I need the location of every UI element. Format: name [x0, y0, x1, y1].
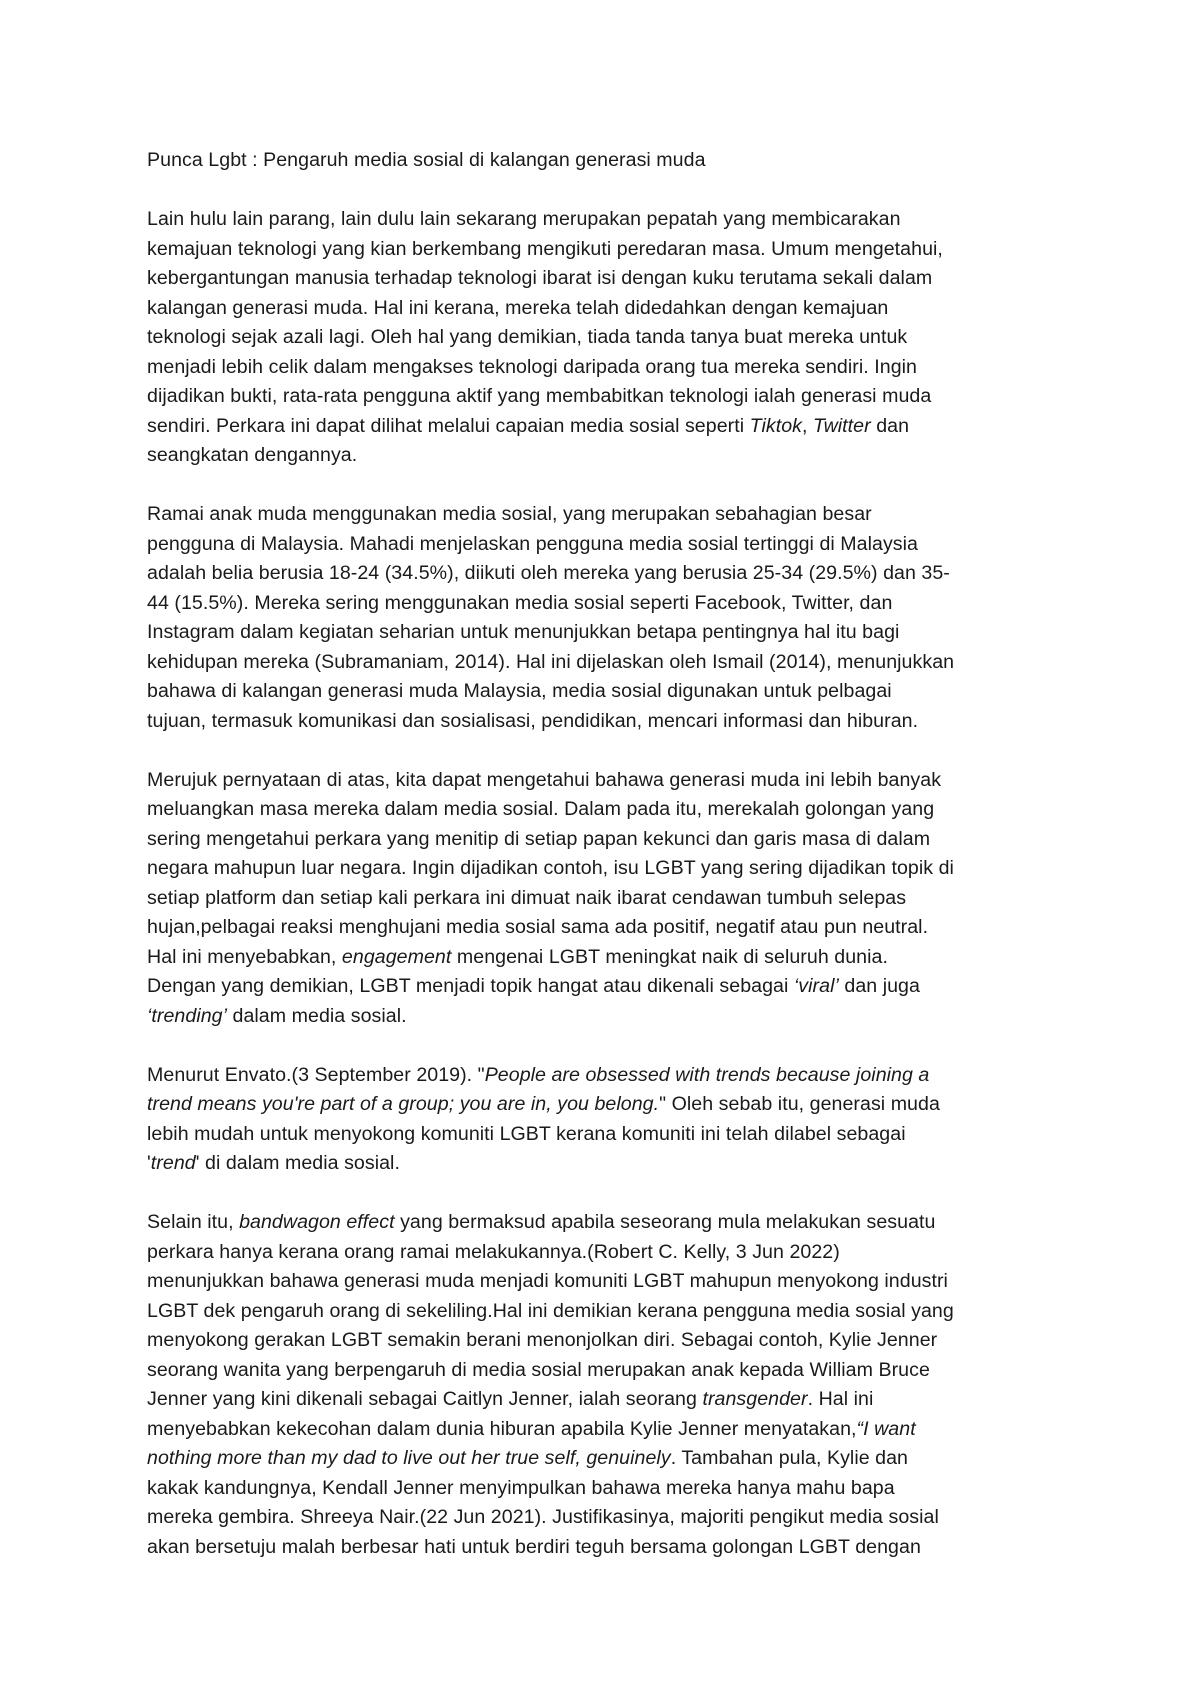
text-run: kakak kandungnya, Kendall Jenner menyimpulkan bahawa mereka hanya mahu bapa — [147, 1476, 895, 1499]
text-line — [147, 1385, 1072, 1415]
text-line — [147, 972, 1072, 1002]
text-run: negara mahupun luar negara. Ingin dijadikan contoh, isu LGBT yang sering dijadikan topik di — [147, 857, 954, 879]
text-run: Jenner yang kini dikenali sebagai Caitlyn Jenner, ialah seorang — [147, 1388, 703, 1410]
text-run: " Oleh sebab itu, generasi muda — [659, 1093, 940, 1115]
text-line — [147, 530, 1072, 560]
text-line — [147, 1061, 1072, 1091]
text-line — [147, 323, 1072, 353]
text-run: kehidupan mereka (Subramaniam, 2014). Hal ini dijelaskan oleh Ismail (2014), menunjukkan — [147, 650, 955, 673]
italic-text: ‘trending’ — [147, 1004, 228, 1027]
text-line — [147, 1444, 1072, 1474]
text-run: kemajuan teknologi yang kian berkembang mengikuti peredaran masa. Umum mengetahui, — [147, 237, 943, 260]
text-line — [147, 205, 1072, 235]
text-run: adalah belia berusia 18-24 (34.5%), diikuti oleh mereka yang berusia 25-34 (29.5%) dan 35- — [147, 562, 950, 584]
paragraph — [147, 500, 1072, 736]
text-run: kebergantungan manusia terhadap teknologi ibarat isi dengan kuku terutama sekali dalam — [147, 267, 933, 289]
italic-text: engagement — [341, 945, 452, 968]
text-run: Hal ini menyebabkan, — [147, 945, 342, 968]
text-run: mengenai LGBT meningkat naik di seluruh dunia. — [451, 945, 888, 968]
text-run: dijadikan bukti, rata-rata pengguna aktif yang membabitkan teknologi ialah generasi muda — [147, 385, 932, 407]
text-run: mereka gembira. Shreeya Nair.(22 Jun 2021). Justifikasinya, majoriti pengikut media sosial — [147, 1506, 939, 1528]
text-run: seangkatan dengannya. — [147, 444, 358, 466]
text-line — [147, 353, 1072, 383]
text-line — [147, 235, 1072, 265]
text-run: LGBT dek pengaruh orang di sekeliling.Hal ini demikian kerana pengguna media sosial yang — [147, 1299, 954, 1322]
text-line — [147, 1503, 1072, 1533]
text-run: Lain hulu lain parang, lain dulu lain sekarang merupakan pepatah yang membicarakan — [147, 208, 901, 230]
text-run: menunjukkan bahawa generasi muda menjadi komuniti LGBT mahupun menyokong industri — [147, 1270, 948, 1292]
text-line — [147, 1002, 1072, 1032]
paragraph — [147, 766, 1072, 1032]
text-run: ' di dalam media sosial. — [195, 1152, 400, 1174]
text-run: dalam media sosial. — [227, 1004, 407, 1027]
text-line — [147, 294, 1072, 324]
text-run: , — [802, 414, 814, 437]
italic-text: ‘viral’ — [793, 975, 839, 997]
text-run: lebih mudah untuk menyokong komuniti LGBT kerana komuniti ini telah dilabel sebagai — [147, 1122, 906, 1145]
text-line — [147, 766, 1072, 796]
text-line — [147, 648, 1072, 678]
text-line — [147, 1356, 1072, 1386]
text-line — [147, 913, 1072, 943]
text-run: Selain itu, — [147, 1211, 240, 1233]
paragraph-container — [147, 205, 1072, 1562]
text-line — [147, 589, 1072, 619]
text-run: setiap platform dan setiap kali perkara ini dimuat naik ibarat cendawan tumbuh selepas — [147, 886, 907, 909]
text-line — [147, 1149, 1072, 1179]
text-run: Ramai anak muda menggunakan media sosial, yang merupakan sebahagian besar — [147, 503, 872, 525]
text-run: bahawa di kalangan generasi muda Malaysia, media sosial digunakan untuk pelbagai — [147, 680, 892, 702]
text-line — [147, 1238, 1072, 1268]
text-line — [147, 1474, 1072, 1504]
text-run: dan — [870, 414, 910, 437]
text-run: meluangkan masa mereka dalam media sosial. Dalam pada itu, merekalah golongan yang — [147, 798, 935, 820]
italic-text: “I want — [856, 1417, 916, 1440]
text-line — [147, 559, 1072, 589]
italic-text: nothing more than my dad to live out her true self, genuinely — [147, 1447, 671, 1469]
text-run: . Hal ini — [807, 1388, 874, 1410]
text-line — [147, 264, 1072, 294]
text-line — [147, 884, 1072, 914]
italic-text: bandwagon effect — [239, 1211, 395, 1233]
italic-text: trend — [150, 1152, 196, 1174]
document-title: Punca Lgbt : Pengaruh media sosial di kalangan generasi muda — [147, 149, 706, 171]
text-line — [147, 1415, 1072, 1445]
italic-text: People are obsessed with trends because joining a — [484, 1063, 930, 1086]
text-line — [147, 441, 1072, 471]
document-body — [147, 146, 1072, 1592]
text-line — [147, 707, 1072, 737]
text-run: teknologi sejak azali lagi. Oleh hal yang demikian, tiada tanda tanya buat mereka untuk — [147, 326, 908, 348]
text-run: sendiri. Perkara ini dapat dilihat melalui capaian media sosial seperti — [147, 414, 750, 437]
italic-text: Tiktok — [749, 414, 803, 437]
text-line — [147, 1297, 1072, 1327]
text-run: Instagram dalam kegiatan seharian untuk menunjukkan betapa pentingnya hal itu bagi — [147, 621, 900, 643]
text-line — [147, 1090, 1072, 1120]
text-run: Merujuk pernyataan di atas, kita dapat mengetahui bahawa generasi muda ini lebih banyak — [147, 768, 942, 791]
text-run: dan juga — [838, 975, 920, 997]
text-line — [147, 825, 1072, 855]
text-run: menyebabkan kekecohan dalam dunia hiburan apabila Kylie Jenner menyatakan, — [147, 1417, 857, 1440]
text-run: 44 (15.5%). Mereka sering menggunakan media sosial seperti Facebook, Twitter, dan — [147, 591, 893, 614]
paragraph — [147, 205, 1072, 471]
text-run: menyokong gerakan LGBT semakin berani menonjolkan diri. Sebagai contoh, Kylie Jenner — [147, 1329, 938, 1351]
text-run: hujan,pelbagai reaksi menghujani media sosial sama ada positif, negatif atau pun neutral. — [147, 916, 929, 938]
text-line — [147, 1267, 1072, 1297]
text-run: tujuan, termasuk komunikasi dan sosialisasi, pendidikan, mencari informasi dan hiburan. — [147, 709, 919, 732]
text-run: Dengan yang demikian, LGBT menjadi topik hangat atau dikenali sebagai — [147, 975, 794, 997]
text-run: menjadi lebih celik dalam mengakses teknologi daripada orang tua mereka sendiri. Ingin — [147, 355, 917, 378]
text-run: . Tambahan pula, Kylie dan — [670, 1447, 909, 1469]
text-line — [147, 677, 1072, 707]
italic-text: Twitter — [813, 414, 871, 437]
italic-text: trend means you're part of a group; you are in, you belong. — [147, 1093, 660, 1115]
text-line — [147, 1120, 1072, 1150]
text-line — [147, 854, 1072, 884]
text-line — [147, 943, 1072, 973]
text-line — [147, 618, 1072, 648]
text-run: yang bermaksud apabila seseorang mula melakukan sesuatu — [394, 1211, 936, 1233]
paragraph — [147, 1208, 1072, 1562]
text-line — [147, 500, 1072, 530]
text-run: akan bersetuju malah berbesar hati untuk berdiri teguh bersama golongan LGBT dengan — [147, 1535, 921, 1558]
text-line — [147, 1208, 1072, 1238]
text-line — [147, 1326, 1072, 1356]
text-run: perkara hanya kerana orang ramai melakukannya.(Robert C. Kelly, 3 Jun 2022) — [147, 1240, 840, 1263]
text-run: Menurut Envato.(3 September 2019). " — [147, 1063, 485, 1086]
text-run: seorang wanita yang berpengaruh di media sosial merupakan anak kepada William Bruce — [147, 1358, 930, 1381]
text-line — [147, 382, 1072, 412]
text-run: kalangan generasi muda. Hal ini kerana, mereka telah didedahkan dengan kemajuan — [147, 296, 889, 319]
text-run: ' — [147, 1152, 151, 1174]
text-run: sering mengetahui perkara yang menitip di setiap papan kekunci dan garis masa di dalam — [147, 827, 931, 850]
text-line — [147, 1533, 1072, 1563]
text-line — [147, 412, 1072, 442]
text-line — [147, 795, 1072, 825]
italic-text: transgender — [702, 1388, 808, 1410]
paragraph — [147, 1061, 1072, 1179]
text-run: pengguna di Malaysia. Mahadi menjelaskan pengguna media sosial tertinggi di Malaysia — [147, 532, 918, 555]
